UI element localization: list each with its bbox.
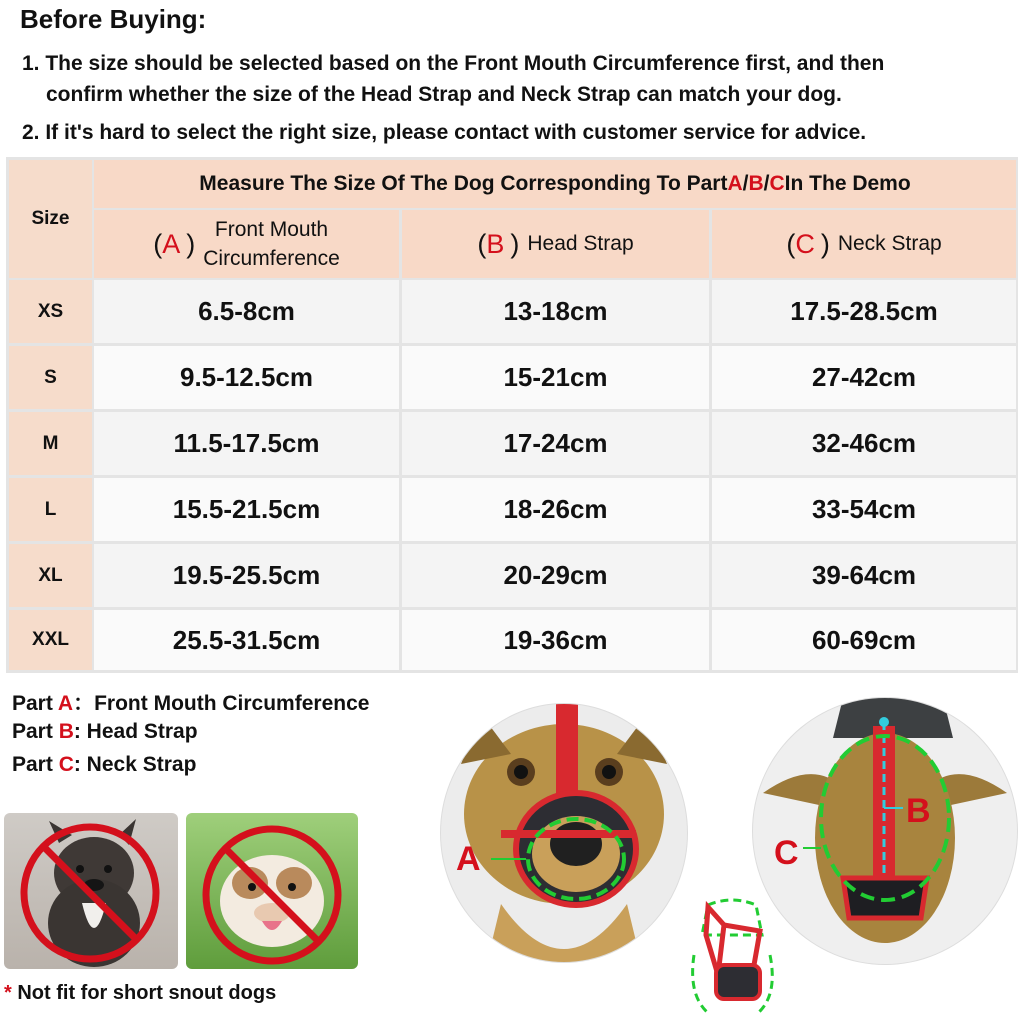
size-column-header: Size [9, 160, 92, 278]
column-header-a [94, 210, 399, 278]
paren: ( [786, 228, 796, 259]
top-view-diagram [752, 697, 1018, 965]
measurement-cell-c: 17.5-28.5cm [712, 280, 1016, 343]
diagram-label-a: A [456, 840, 481, 878]
column-b-letter: B [486, 228, 505, 259]
legend-part-word: Part [12, 692, 58, 715]
paren: ( [153, 228, 163, 259]
measurement-cell-c: 32-46cm [712, 412, 1016, 475]
footnote-text: Not fit for short snout dogs [11, 982, 277, 1004]
measurement-cell-b: 15-21cm [402, 346, 709, 409]
column-header-b [402, 210, 709, 278]
note-1 [22, 48, 884, 110]
measurement-cell-c: 27-42cm [712, 346, 1016, 409]
legend-part-word: Part [12, 753, 59, 776]
measurement-cell-c: 39-64cm [712, 544, 1016, 607]
paren: ) [510, 228, 520, 259]
note-1-line-1: 1. The size should be selected based on the Front Mouth Circumference first, and then [22, 52, 885, 75]
front-face-diagram [440, 703, 688, 963]
measurement-cell-a: 15.5-21.5cm [94, 478, 399, 541]
measurement-cell-a: 19.5-25.5cm [94, 544, 399, 607]
french-bulldog-illustration [4, 813, 178, 969]
top-header-text: Measure The Size Of The Dog Corresponding To Part [199, 172, 728, 195]
top-header-a: A [727, 172, 743, 195]
top-header-sep: / [763, 172, 770, 195]
column-a-label [203, 215, 340, 273]
legend-part-c [12, 753, 196, 777]
measurement-cell-a: 25.5-31.5cm [94, 610, 399, 670]
column-b-label: Head Strap [527, 232, 634, 255]
measurement-cell-b: 19-36cm [402, 610, 709, 670]
french-bulldog-photo [4, 813, 178, 969]
size-cell: S [9, 346, 92, 409]
top-header-b: B [748, 172, 764, 195]
muzzle-product-icon [678, 895, 786, 1020]
paren: ( [477, 228, 487, 259]
measurement-cell-b: 13-18cm [402, 280, 709, 343]
top-view-illustration [753, 698, 1017, 964]
english-bulldog-illustration [186, 813, 358, 969]
legend-a-text: ：Front Mouth Circumference [73, 692, 370, 715]
measurement-cell-b: 17-24cm [402, 412, 709, 475]
size-cell: L [9, 478, 92, 541]
column-c-label: Neck Strap [837, 232, 942, 255]
legend-c-text: : Neck Strap [73, 753, 197, 776]
column-a-line-2: Circumference [203, 247, 340, 270]
paren: ) [186, 228, 196, 259]
legend-part-b [12, 720, 198, 744]
table-top-header [94, 160, 1016, 208]
page-title: Before Buying: [20, 4, 207, 34]
legend-part-word: Part [12, 720, 59, 743]
diagram-label-b: B [906, 792, 931, 830]
muzzle-illustration [678, 895, 786, 1020]
footnote [4, 982, 276, 1005]
size-chart-table [6, 157, 1018, 673]
note-2: 2. If it's hard to select the right size, please contact with customer service for advice. [22, 121, 867, 144]
size-cell: XL [9, 544, 92, 607]
column-header-c [712, 210, 1016, 278]
measurement-cell-c: 33-54cm [712, 478, 1016, 541]
legend-a-letter: A [57, 692, 74, 715]
measurement-cell-b: 20-29cm [402, 544, 709, 607]
top-header-c: C [769, 172, 785, 195]
paren: ) [820, 228, 830, 259]
column-a-letter: A [162, 228, 181, 259]
measurement-cell-a: 6.5-8cm [94, 280, 399, 343]
size-cell: M [9, 412, 92, 475]
measurement-cell-a: 11.5-17.5cm [94, 412, 399, 475]
top-header-text-end: In The Demo [784, 172, 911, 195]
legend-b-text: : Head Strap [73, 720, 198, 743]
column-c-letter: C [795, 228, 815, 259]
top-header-sep: / [742, 172, 749, 195]
column-a-line-1: Front Mouth [214, 218, 329, 241]
note-1-line-2: confirm whether the size of the Head Strap and Neck Strap can match your dog. [46, 83, 842, 106]
size-cell: XXL [9, 610, 92, 670]
legend-c-letter: C [58, 753, 74, 776]
front-face-illustration [441, 704, 687, 962]
measurement-cell-a: 9.5-12.5cm [94, 346, 399, 409]
size-cell: XS [9, 280, 92, 343]
diagram-label-c: C [774, 834, 799, 872]
measurement-cell-c: 60-69cm [712, 610, 1016, 670]
english-bulldog-photo [186, 813, 358, 969]
measurement-cell-b: 18-26cm [402, 478, 709, 541]
legend-part-a [12, 687, 369, 717]
footnote-star: * [4, 982, 12, 1004]
legend-b-letter: B [58, 720, 74, 743]
